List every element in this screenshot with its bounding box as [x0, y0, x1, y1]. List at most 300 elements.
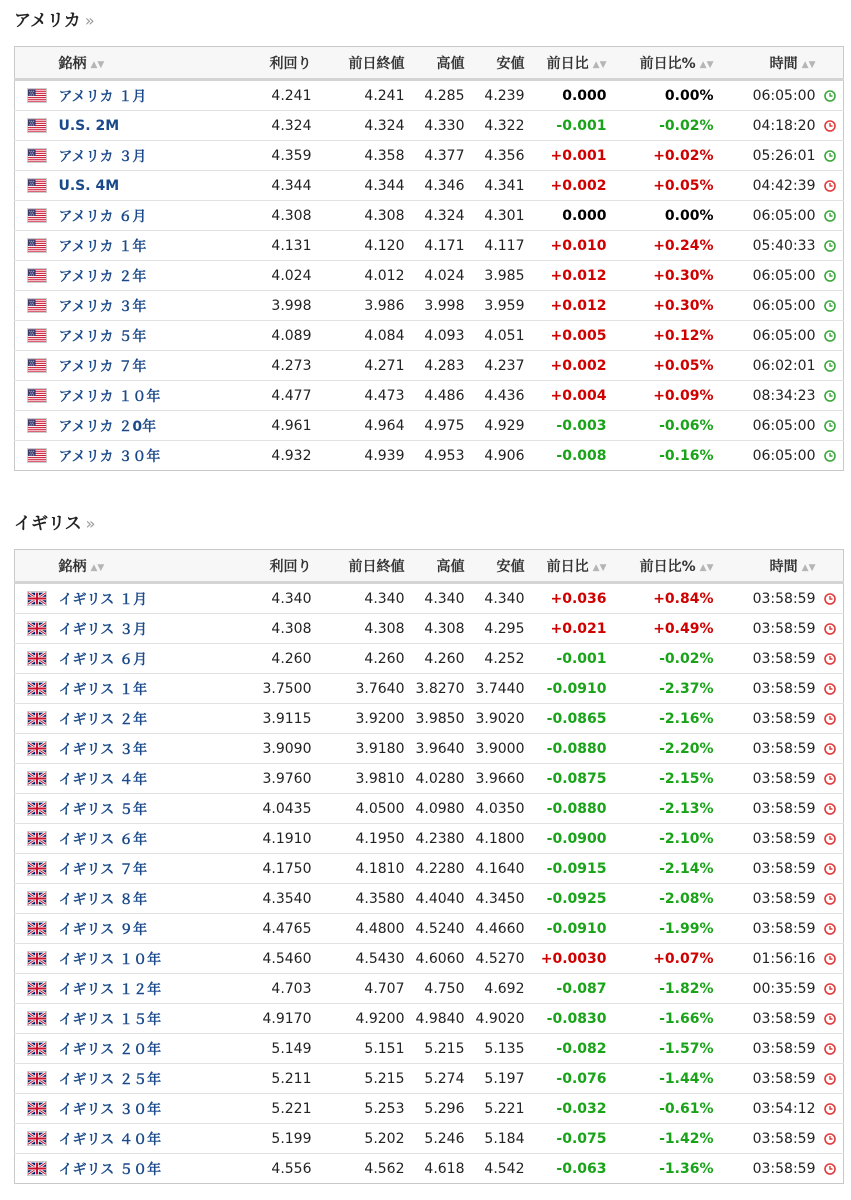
bond-name-link[interactable]: イギリス ４年 — [58, 771, 148, 788]
flag-cell — [15, 1034, 59, 1064]
high-cell: 4.486 — [411, 381, 471, 411]
clock-icon — [824, 743, 836, 755]
bond-name-link[interactable]: アメリカ ５年 — [58, 328, 147, 345]
table-row — [15, 704, 844, 734]
more-arrow-link[interactable]: » — [84, 11, 95, 30]
bond-name-link[interactable]: イギリス ３年 — [58, 741, 148, 758]
change-cell: -0.003 — [531, 411, 613, 441]
us-flag-icon — [27, 358, 47, 373]
high-cell: 4.9840 — [411, 1004, 471, 1034]
uk-flag-icon — [27, 771, 47, 786]
clock-cell — [818, 944, 844, 974]
prev-close-cell: 4.5430 — [318, 944, 411, 974]
clock-icon — [824, 773, 836, 785]
prev-close-cell: 4.9200 — [318, 1004, 411, 1034]
clock-cell — [818, 644, 844, 674]
clock-icon — [824, 240, 836, 252]
low-cell: 4.1640 — [471, 854, 531, 884]
time-cell: 03:58:59 — [720, 734, 818, 764]
yield-cell: 5.149 — [214, 1034, 318, 1064]
change-pct-cell: 0.00% — [613, 201, 720, 231]
table-row — [15, 201, 844, 231]
change-cell: -0.0830 — [531, 1004, 613, 1034]
bond-name-cell — [59, 614, 214, 644]
sort-icon[interactable]: ▲▼ — [801, 562, 816, 573]
low-cell: 4.3450 — [471, 884, 531, 914]
change-pct-cell: 0.00% — [613, 80, 720, 111]
low-cell: 4.929 — [471, 411, 531, 441]
table-row — [15, 1124, 844, 1154]
prev-close-cell: 4.562 — [364, 1160, 405, 1177]
change-cell: -0.0880 — [531, 794, 613, 824]
yield-cell: 4.324 — [214, 111, 318, 141]
uk-flag-icon — [27, 801, 47, 816]
high-cell: 4.6060 — [411, 944, 471, 974]
clock-icon — [824, 120, 836, 132]
uk-flag-icon — [27, 981, 47, 996]
bond-name-cell — [59, 261, 214, 291]
flag-cell — [15, 381, 59, 411]
time-cell: 03:58:59 — [720, 614, 818, 644]
bond-name-cell — [59, 1004, 214, 1034]
table-row — [15, 1154, 844, 1184]
clock-cell — [818, 141, 844, 171]
change-cell: -0.082 — [531, 1034, 613, 1064]
change-pct-cell: +0.07% — [613, 944, 720, 974]
bond-name-cell — [59, 794, 214, 824]
clock-cell — [818, 794, 844, 824]
change-pct-cell: -2.13% — [613, 794, 720, 824]
flag-cell — [15, 441, 59, 471]
bond-name-link[interactable]: イギリス ６年 — [58, 831, 148, 848]
header-change[interactable]: 前日比 ▲▼ — [531, 550, 613, 583]
clock-icon — [824, 713, 836, 725]
bond-name-link[interactable]: イギリス １０年 — [58, 951, 162, 968]
high-cell: 5.296 — [411, 1094, 471, 1124]
prev-close-cell: 4.1810 — [318, 854, 411, 884]
change-cell: +0.012 — [531, 261, 613, 291]
bond-name-cell — [59, 734, 214, 764]
clock-cell — [818, 1004, 844, 1034]
clock-icon — [824, 180, 836, 192]
clock-icon — [824, 623, 836, 635]
yield-cell: 4.4765 — [214, 914, 318, 944]
bond-name-link[interactable]: アメリカ ３０年 — [58, 448, 161, 465]
bond-name-cell — [59, 351, 214, 381]
change-pct-cell: -0.16% — [659, 447, 714, 464]
sort-icon[interactable]: ▲▼ — [801, 59, 816, 70]
time-cell: 06:05:00 — [720, 321, 818, 351]
change-pct-cell: -2.16% — [613, 704, 720, 734]
low-cell: 4.341 — [471, 171, 531, 201]
bond-name-link[interactable]: イギリス ２５年 — [58, 1071, 162, 1088]
high-cell: 4.953 — [424, 447, 465, 464]
time-cell: 03:58:59 — [752, 1160, 816, 1177]
table-row — [15, 231, 844, 261]
clock-cell — [818, 1094, 844, 1124]
table-row — [15, 944, 844, 974]
clock-icon — [824, 923, 836, 935]
change-cell: +0.002 — [531, 351, 613, 381]
change-pct-cell: -2.15% — [613, 764, 720, 794]
yield-cell: 3.9760 — [214, 764, 318, 794]
time-cell: 06:02:01 — [720, 351, 818, 381]
time-cell: 03:58:59 — [720, 764, 818, 794]
bond-name-cell — [59, 231, 214, 261]
prev-close-cell: 3.986 — [318, 291, 411, 321]
header-name[interactable]: 銘柄 ▲▼ — [59, 550, 214, 583]
prev-close-cell: 3.7640 — [318, 674, 411, 704]
flag-cell — [15, 794, 59, 824]
change-cell: -0.0910 — [531, 914, 613, 944]
change-cell: -0.087 — [531, 974, 613, 1004]
low-cell: 4.237 — [471, 351, 531, 381]
prev-close-cell: 4.473 — [318, 381, 411, 411]
bond-name-link[interactable]: アメリカ ３月 — [58, 148, 147, 165]
uk-flag-icon — [27, 951, 47, 966]
clock-icon — [824, 1163, 836, 1175]
bond-name-link[interactable]: イギリス ３月 — [58, 621, 148, 638]
change-pct-cell: +0.24% — [613, 231, 720, 261]
low-cell: 4.1800 — [471, 824, 531, 854]
uk-flag-icon — [27, 891, 47, 906]
prev-close-cell: 4.0500 — [318, 794, 411, 824]
bond-name-link[interactable]: イギリス ６月 — [58, 651, 148, 668]
flag-cell — [15, 974, 59, 1004]
yield-cell: 4.1910 — [214, 824, 318, 854]
bond-name-link[interactable]: アメリカ ２年 — [58, 268, 147, 285]
bond-name-link[interactable]: イギリス ２０年 — [58, 1041, 162, 1058]
clock-cell — [818, 884, 844, 914]
change-cell: -0.0880 — [531, 734, 613, 764]
table-row — [15, 1034, 844, 1064]
header-change-pct[interactable]: 前日比% ▲▼ — [613, 550, 720, 583]
low-cell: 4.239 — [471, 80, 531, 111]
bond-name-link[interactable]: イギリス ５年 — [58, 801, 148, 818]
time-cell: 03:58:59 — [720, 1124, 818, 1154]
us-flag-icon — [27, 238, 47, 253]
change-pct-cell: +0.84% — [613, 583, 720, 614]
more-arrow-link[interactable]: » — [85, 514, 96, 533]
bond-name-link[interactable]: イギリス ３０年 — [58, 1101, 162, 1118]
sort-icon[interactable]: ▲▼ — [90, 59, 105, 70]
change-cell: +0.002 — [531, 171, 613, 201]
change-pct-cell: +0.49% — [613, 614, 720, 644]
header-name[interactable]: 銘柄 ▲▼ — [59, 47, 214, 80]
clock-icon — [824, 1103, 836, 1115]
change-cell: +0.005 — [531, 321, 613, 351]
flag-cell — [15, 644, 59, 674]
yield-cell: 4.932 — [271, 447, 312, 464]
bond-name-link[interactable]: アメリカ １月 — [58, 88, 147, 105]
clock-cell — [818, 1034, 844, 1064]
change-cell: -0.0915 — [531, 854, 613, 884]
header-prev-close: 前日終値 — [318, 550, 411, 583]
flag-cell — [15, 141, 59, 171]
clock-icon — [824, 270, 836, 282]
sort-icon[interactable]: ▲▼ — [592, 562, 607, 573]
table-header-row — [15, 550, 844, 583]
high-cell: 3.8270 — [411, 674, 471, 704]
header-time[interactable]: 時間 ▲▼ — [720, 47, 818, 80]
section-title-us — [14, 6, 95, 31]
change-cell: -0.0875 — [531, 764, 613, 794]
high-cell: 4.0980 — [411, 794, 471, 824]
time-cell: 03:58:59 — [720, 583, 818, 614]
table-row — [15, 111, 844, 141]
flag-cell — [15, 764, 59, 794]
bond-name-link[interactable]: イギリス ５０年 — [58, 1161, 162, 1178]
flag-cell — [15, 231, 59, 261]
header-change[interactable]: 前日比 ▲▼ — [531, 47, 613, 80]
flag-cell — [15, 80, 59, 111]
time-cell: 03:58:59 — [720, 644, 818, 674]
bond-name-link[interactable]: アメリカ ６月 — [58, 208, 147, 225]
us-flag-icon — [27, 88, 47, 103]
flag-cell — [15, 583, 59, 614]
bond-name-link[interactable]: イギリス １年 — [58, 681, 148, 698]
flag-cell — [15, 171, 59, 201]
table-row — [15, 351, 844, 381]
bond-name-link[interactable]: アメリカ １０年 — [58, 388, 161, 405]
bond-name-cell — [59, 914, 214, 944]
bond-name-link[interactable]: イギリス １２年 — [58, 981, 162, 998]
low-cell: 4.051 — [471, 321, 531, 351]
clock-icon — [824, 953, 836, 965]
flag-cell — [15, 614, 59, 644]
change-cell: -0.0925 — [531, 884, 613, 914]
change-pct-cell: +0.30% — [613, 261, 720, 291]
low-cell: 3.7440 — [471, 674, 531, 704]
bond-name-link[interactable]: イギリス ４０年 — [58, 1131, 162, 1148]
change-cell: -0.032 — [531, 1094, 613, 1124]
sort-icon[interactable]: ▲▼ — [592, 59, 607, 70]
prev-close-cell: 4.084 — [318, 321, 411, 351]
clock-icon — [824, 653, 836, 665]
yield-cell: 4.5460 — [214, 944, 318, 974]
low-cell: 4.340 — [471, 583, 531, 614]
time-cell: 06:05:00 — [720, 261, 818, 291]
change-cell: -0.0865 — [531, 704, 613, 734]
yield-cell: 4.340 — [214, 583, 318, 614]
uk-flag-icon — [27, 621, 47, 636]
bond-name-link[interactable]: イギリス １５年 — [58, 1011, 162, 1028]
change-cell: -0.0900 — [531, 824, 613, 854]
bond-name-link[interactable]: イギリス ７年 — [58, 861, 148, 878]
bond-name-link[interactable]: イギリス １月 — [58, 591, 148, 608]
high-cell: 5.274 — [411, 1064, 471, 1094]
time-cell: 06:05:00 — [720, 411, 818, 441]
change-pct-cell: -2.37% — [613, 674, 720, 704]
bond-name-cell — [59, 1094, 214, 1124]
uk-flag-icon — [27, 741, 47, 756]
table-row — [15, 914, 844, 944]
time-cell: 06:05:00 — [720, 291, 818, 321]
header-yield: 利回り — [214, 47, 318, 80]
high-cell: 4.2280 — [411, 854, 471, 884]
us-flag-icon — [27, 388, 47, 403]
prev-close-cell: 5.215 — [318, 1064, 411, 1094]
header-clock — [818, 47, 844, 80]
prev-close-cell: 4.4800 — [318, 914, 411, 944]
change-cell: +0.036 — [531, 583, 613, 614]
change-pct-cell: -1.66% — [613, 1004, 720, 1034]
low-cell: 4.356 — [471, 141, 531, 171]
change-pct-cell: -0.61% — [613, 1094, 720, 1124]
change-cell: +0.001 — [531, 141, 613, 171]
clock-icon — [824, 150, 836, 162]
change-pct-cell: -1.82% — [613, 974, 720, 1004]
uk-flag-icon — [27, 1011, 47, 1026]
clock-cell — [818, 734, 844, 764]
table-row — [15, 854, 844, 884]
yield-cell: 4.0435 — [214, 794, 318, 824]
change-pct-cell: -0.02% — [613, 111, 720, 141]
bond-name-cell — [59, 321, 214, 351]
time-cell: 03:58:59 — [720, 794, 818, 824]
prev-close-cell: 4.012 — [318, 261, 411, 291]
time-cell: 05:40:33 — [720, 231, 818, 261]
yield-cell: 4.359 — [214, 141, 318, 171]
clock-cell — [818, 674, 844, 704]
clock-icon — [824, 833, 836, 845]
prev-close-cell: 3.9180 — [318, 734, 411, 764]
flag-cell — [15, 854, 59, 884]
bond-name-link[interactable]: U.S. 4M — [58, 177, 120, 194]
bond-name-link[interactable]: アメリカ ２0年 — [58, 418, 157, 435]
yield-cell: 3.9090 — [214, 734, 318, 764]
table-row — [15, 411, 844, 441]
bond-name-link[interactable]: アメリカ １年 — [58, 238, 147, 255]
bond-name-link[interactable]: アメリカ ３年 — [58, 298, 147, 315]
bond-name-link[interactable]: アメリカ ７年 — [58, 358, 147, 375]
bond-name-cell — [59, 441, 214, 471]
prev-close-cell: 3.9810 — [318, 764, 411, 794]
high-cell: 4.0280 — [411, 764, 471, 794]
clock-icon — [824, 593, 836, 605]
sort-icon[interactable]: ▲▼ — [699, 562, 714, 573]
high-cell: 4.024 — [411, 261, 471, 291]
flag-cell — [15, 674, 59, 704]
sort-icon[interactable]: ▲▼ — [699, 59, 714, 70]
bond-name-link[interactable]: U.S. 2M — [58, 117, 120, 134]
clock-cell — [818, 1124, 844, 1154]
uk-flag-icon — [27, 1131, 47, 1146]
us-bond-table — [14, 46, 844, 471]
high-cell: 4.260 — [411, 644, 471, 674]
low-cell: 4.9020 — [471, 1004, 531, 1034]
change-pct-cell: -0.06% — [613, 411, 720, 441]
change-pct-cell: +0.05% — [613, 351, 720, 381]
bond-name-link[interactable]: イギリス ２年 — [58, 711, 148, 728]
header-clock — [818, 550, 844, 583]
header-prev-close: 前日終値 — [318, 47, 411, 80]
change-cell: +0.004 — [531, 381, 613, 411]
prev-close-cell: 4.3580 — [318, 884, 411, 914]
section-title-uk — [14, 509, 95, 534]
clock-cell — [818, 704, 844, 734]
yield-cell: 4.308 — [214, 201, 318, 231]
prev-close-cell: 4.324 — [318, 111, 411, 141]
table-header-row — [15, 47, 844, 80]
change-cell: +0.0030 — [531, 944, 613, 974]
change-pct-cell: -2.20% — [613, 734, 720, 764]
uk-flag-icon — [27, 1071, 47, 1086]
sort-icon[interactable]: ▲▼ — [90, 562, 105, 573]
flag-cell — [15, 944, 59, 974]
time-cell: 03:58:59 — [720, 704, 818, 734]
bond-name-cell — [59, 583, 214, 614]
change-cell: +0.021 — [531, 614, 613, 644]
low-cell: 4.5270 — [471, 944, 531, 974]
header-yield: 利回り — [214, 550, 318, 583]
clock-icon — [824, 893, 836, 905]
time-cell: 03:58:59 — [720, 674, 818, 704]
high-cell: 4.4040 — [411, 884, 471, 914]
bond-name-link[interactable]: イギリス ８年 — [58, 891, 148, 908]
low-cell: 3.9000 — [471, 734, 531, 764]
bond-name-link[interactable]: イギリス ９年 — [58, 921, 148, 938]
bond-name-cell — [59, 884, 214, 914]
prev-close-cell: 3.9200 — [318, 704, 411, 734]
yield-cell: 4.1750 — [214, 854, 318, 884]
yield-cell: 4.024 — [214, 261, 318, 291]
yield-cell: 5.211 — [214, 1064, 318, 1094]
uk-flag-icon — [27, 1161, 47, 1176]
flag-cell — [15, 734, 59, 764]
yield-cell: 4.961 — [214, 411, 318, 441]
table-row — [15, 583, 844, 614]
time-cell: 08:34:23 — [720, 381, 818, 411]
clock-cell — [818, 351, 844, 381]
high-cell: 3.998 — [411, 291, 471, 321]
uk-flag-icon — [27, 921, 47, 936]
clock-cell — [818, 231, 844, 261]
change-cell: -0.001 — [531, 644, 613, 674]
time-cell: 03:58:59 — [720, 1004, 818, 1034]
time-cell: 05:26:01 — [720, 141, 818, 171]
yield-cell: 4.9170 — [214, 1004, 318, 1034]
table-row — [15, 381, 844, 411]
table-row — [15, 764, 844, 794]
us-flag-icon — [27, 268, 47, 283]
yield-cell: 4.477 — [214, 381, 318, 411]
table-row — [15, 974, 844, 1004]
yield-cell: 3.7500 — [214, 674, 318, 704]
change-pct-cell: +0.12% — [613, 321, 720, 351]
change-pct-cell: -1.99% — [613, 914, 720, 944]
table-row — [15, 1094, 844, 1124]
low-cell: 4.322 — [471, 111, 531, 141]
clock-cell — [818, 80, 844, 111]
table-row — [15, 794, 844, 824]
header-flag — [15, 550, 59, 583]
change-cell: 0.000 — [531, 201, 613, 231]
change-pct-cell: +0.02% — [613, 141, 720, 171]
us-flag-icon — [27, 178, 47, 193]
us-flag-icon — [27, 298, 47, 313]
yield-cell: 4.131 — [214, 231, 318, 261]
bond-name-cell — [59, 291, 214, 321]
change-cell: -0.008 — [556, 447, 607, 464]
clock-cell — [818, 974, 844, 1004]
flag-cell — [15, 351, 59, 381]
flag-cell — [15, 321, 59, 351]
header-change-pct[interactable]: 前日比% ▲▼ — [613, 47, 720, 80]
flag-cell — [15, 1064, 59, 1094]
high-cell: 4.283 — [411, 351, 471, 381]
header-time[interactable]: 時間 ▲▼ — [720, 550, 818, 583]
